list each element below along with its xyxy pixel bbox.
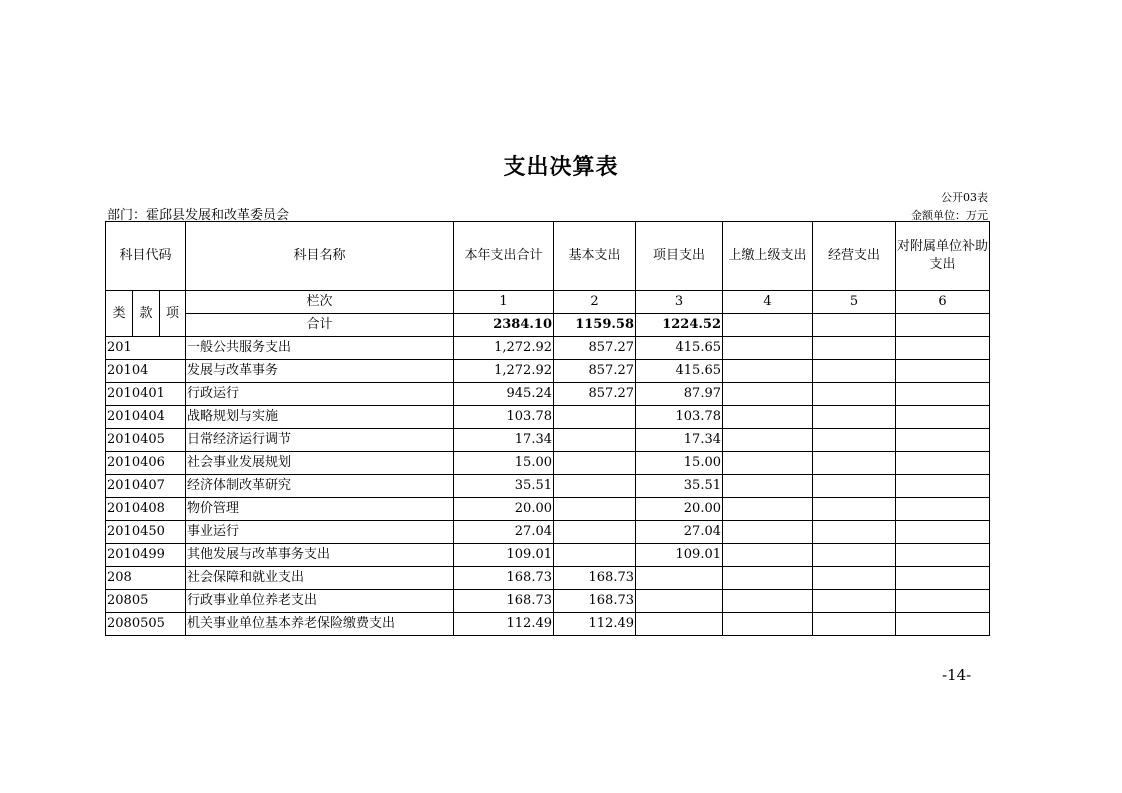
column-number: 1 <box>454 291 554 314</box>
row-basic <box>554 544 636 567</box>
row-project: 27.04 <box>636 521 723 544</box>
row-project: 109.01 <box>636 544 723 567</box>
row-name: 事业运行 <box>186 521 454 544</box>
row-upper <box>723 452 813 475</box>
header-code: 科目代码 <box>106 222 186 291</box>
row-total: 27.04 <box>454 521 554 544</box>
table-row <box>106 521 990 544</box>
row-name: 日常经济运行调节 <box>186 429 454 452</box>
row-code: 208 <box>106 567 186 590</box>
page-number: -14- <box>942 666 972 684</box>
row-basic: 168.73 <box>554 590 636 613</box>
table-row <box>106 544 990 567</box>
page-title: 支出决算表 <box>503 154 619 180</box>
row-upper <box>723 337 813 360</box>
row-code: 2010407 <box>106 475 186 498</box>
row-upper <box>723 613 813 636</box>
row-name: 一般公共服务支出 <box>186 337 454 360</box>
row-upper <box>723 429 813 452</box>
row-total: 112.49 <box>454 613 554 636</box>
row-subsidy <box>896 544 990 567</box>
row-business <box>813 475 896 498</box>
column-number: 2 <box>554 291 636 314</box>
row-code: 2010404 <box>106 406 186 429</box>
row-subsidy <box>896 521 990 544</box>
row-code: 201 <box>106 337 186 360</box>
row-upper <box>723 498 813 521</box>
row-total: 103.78 <box>454 406 554 429</box>
row-name: 经济体制改革研究 <box>186 475 454 498</box>
table-row <box>106 429 990 452</box>
row-business <box>813 406 896 429</box>
table-row <box>106 383 990 406</box>
header-basic: 基本支出 <box>554 222 636 291</box>
row-project <box>636 613 723 636</box>
sum-project: 1224.52 <box>636 314 723 337</box>
row-subsidy <box>896 475 990 498</box>
row-total: 20.00 <box>454 498 554 521</box>
row-business <box>813 429 896 452</box>
column-number: 3 <box>636 291 723 314</box>
table-row <box>106 567 990 590</box>
row-business <box>813 498 896 521</box>
unit-label: 金额单位：万元 <box>911 209 988 222</box>
row-project <box>636 590 723 613</box>
row-project: 17.34 <box>636 429 723 452</box>
row-subsidy <box>896 452 990 475</box>
header-total: 本年支出合计 <box>454 222 554 291</box>
header-row <box>106 222 990 291</box>
row-business <box>813 590 896 613</box>
header-kuan: 款 <box>133 291 160 337</box>
row-upper <box>723 406 813 429</box>
row-upper <box>723 544 813 567</box>
column-number: 4 <box>723 291 813 314</box>
row-upper <box>723 521 813 544</box>
expenditure-table <box>105 221 990 636</box>
row-business <box>813 521 896 544</box>
header-upper: 上缴上级支出 <box>723 222 813 291</box>
row-project: 103.78 <box>636 406 723 429</box>
row-basic <box>554 452 636 475</box>
sum-label: 合计 <box>186 314 454 337</box>
row-code: 2010408 <box>106 498 186 521</box>
row-name: 机关事业单位基本养老保险缴费支出 <box>186 613 454 636</box>
row-subsidy <box>896 337 990 360</box>
row-name: 发展与改革事务 <box>186 360 454 383</box>
row-basic <box>554 498 636 521</box>
column-number-row <box>106 291 990 314</box>
header-name: 科目名称 <box>186 222 454 291</box>
row-business <box>813 452 896 475</box>
header-lei: 类 <box>106 291 133 337</box>
row-subsidy <box>896 383 990 406</box>
row-name: 社会事业发展规划 <box>186 452 454 475</box>
row-upper <box>723 475 813 498</box>
row-project: 15.00 <box>636 452 723 475</box>
row-name: 其他发展与改革事务支出 <box>186 544 454 567</box>
row-project: 87.97 <box>636 383 723 406</box>
row-upper <box>723 567 813 590</box>
row-total: 168.73 <box>454 590 554 613</box>
header-xiang: 项 <box>160 291 186 337</box>
row-basic: 857.27 <box>554 360 636 383</box>
row-subsidy <box>896 567 990 590</box>
row-total: 168.73 <box>454 567 554 590</box>
row-subsidy <box>896 406 990 429</box>
row-basic: 857.27 <box>554 337 636 360</box>
table-row <box>106 337 990 360</box>
row-code: 20104 <box>106 360 186 383</box>
row-total: 15.00 <box>454 452 554 475</box>
row-upper <box>723 360 813 383</box>
table-row <box>106 452 990 475</box>
table-row <box>106 406 990 429</box>
row-basic <box>554 475 636 498</box>
row-business <box>813 337 896 360</box>
row-code: 2010499 <box>106 544 186 567</box>
row-subsidy <box>896 360 990 383</box>
row-code: 20805 <box>106 590 186 613</box>
row-total: 17.34 <box>454 429 554 452</box>
row-business <box>813 544 896 567</box>
sum-total: 2384.10 <box>454 314 554 337</box>
row-upper <box>723 590 813 613</box>
row-business <box>813 567 896 590</box>
row-project: 35.51 <box>636 475 723 498</box>
row-basic <box>554 406 636 429</box>
row-total: 945.24 <box>454 383 554 406</box>
table-row <box>106 475 990 498</box>
row-subsidy <box>896 590 990 613</box>
table-row <box>106 360 990 383</box>
row-total: 1,272.92 <box>454 337 554 360</box>
row-basic <box>554 429 636 452</box>
sum-basic: 1159.58 <box>554 314 636 337</box>
sum-row <box>106 314 990 337</box>
form-number: 公开03表 <box>941 191 988 204</box>
department-label: 部门：霍邱县发展和改革委员会 <box>107 208 290 223</box>
header-business: 经营支出 <box>813 222 896 291</box>
row-code: 2010405 <box>106 429 186 452</box>
row-subsidy <box>896 498 990 521</box>
row-total: 1,272.92 <box>454 360 554 383</box>
row-name: 战略规划与实施 <box>186 406 454 429</box>
row-project: 415.65 <box>636 337 723 360</box>
row-business <box>813 613 896 636</box>
row-upper <box>723 383 813 406</box>
row-name: 行政运行 <box>186 383 454 406</box>
row-business <box>813 383 896 406</box>
header-lanci: 栏次 <box>186 291 454 314</box>
row-basic: 857.27 <box>554 383 636 406</box>
row-basic: 168.73 <box>554 567 636 590</box>
row-code: 2010401 <box>106 383 186 406</box>
row-name: 社会保障和就业支出 <box>186 567 454 590</box>
row-subsidy <box>896 613 990 636</box>
sum-business <box>813 314 896 337</box>
header-project: 项目支出 <box>636 222 723 291</box>
table-row <box>106 613 990 636</box>
sum-subsidy <box>896 314 990 337</box>
row-code: 2010450 <box>106 521 186 544</box>
row-name: 物价管理 <box>186 498 454 521</box>
row-code: 2080505 <box>106 613 186 636</box>
row-total: 35.51 <box>454 475 554 498</box>
row-project: 415.65 <box>636 360 723 383</box>
column-number: 5 <box>813 291 896 314</box>
row-project <box>636 567 723 590</box>
row-subsidy <box>896 429 990 452</box>
sum-upper <box>723 314 813 337</box>
row-basic <box>554 521 636 544</box>
row-name: 行政事业单位养老支出 <box>186 590 454 613</box>
row-project: 20.00 <box>636 498 723 521</box>
table-row <box>106 498 990 521</box>
row-business <box>813 360 896 383</box>
column-number: 6 <box>896 291 990 314</box>
table-row <box>106 590 990 613</box>
row-code: 2010406 <box>106 452 186 475</box>
row-basic: 112.49 <box>554 613 636 636</box>
header-subsidy: 对附属单位补助支出 <box>896 222 990 291</box>
row-total: 109.01 <box>454 544 554 567</box>
